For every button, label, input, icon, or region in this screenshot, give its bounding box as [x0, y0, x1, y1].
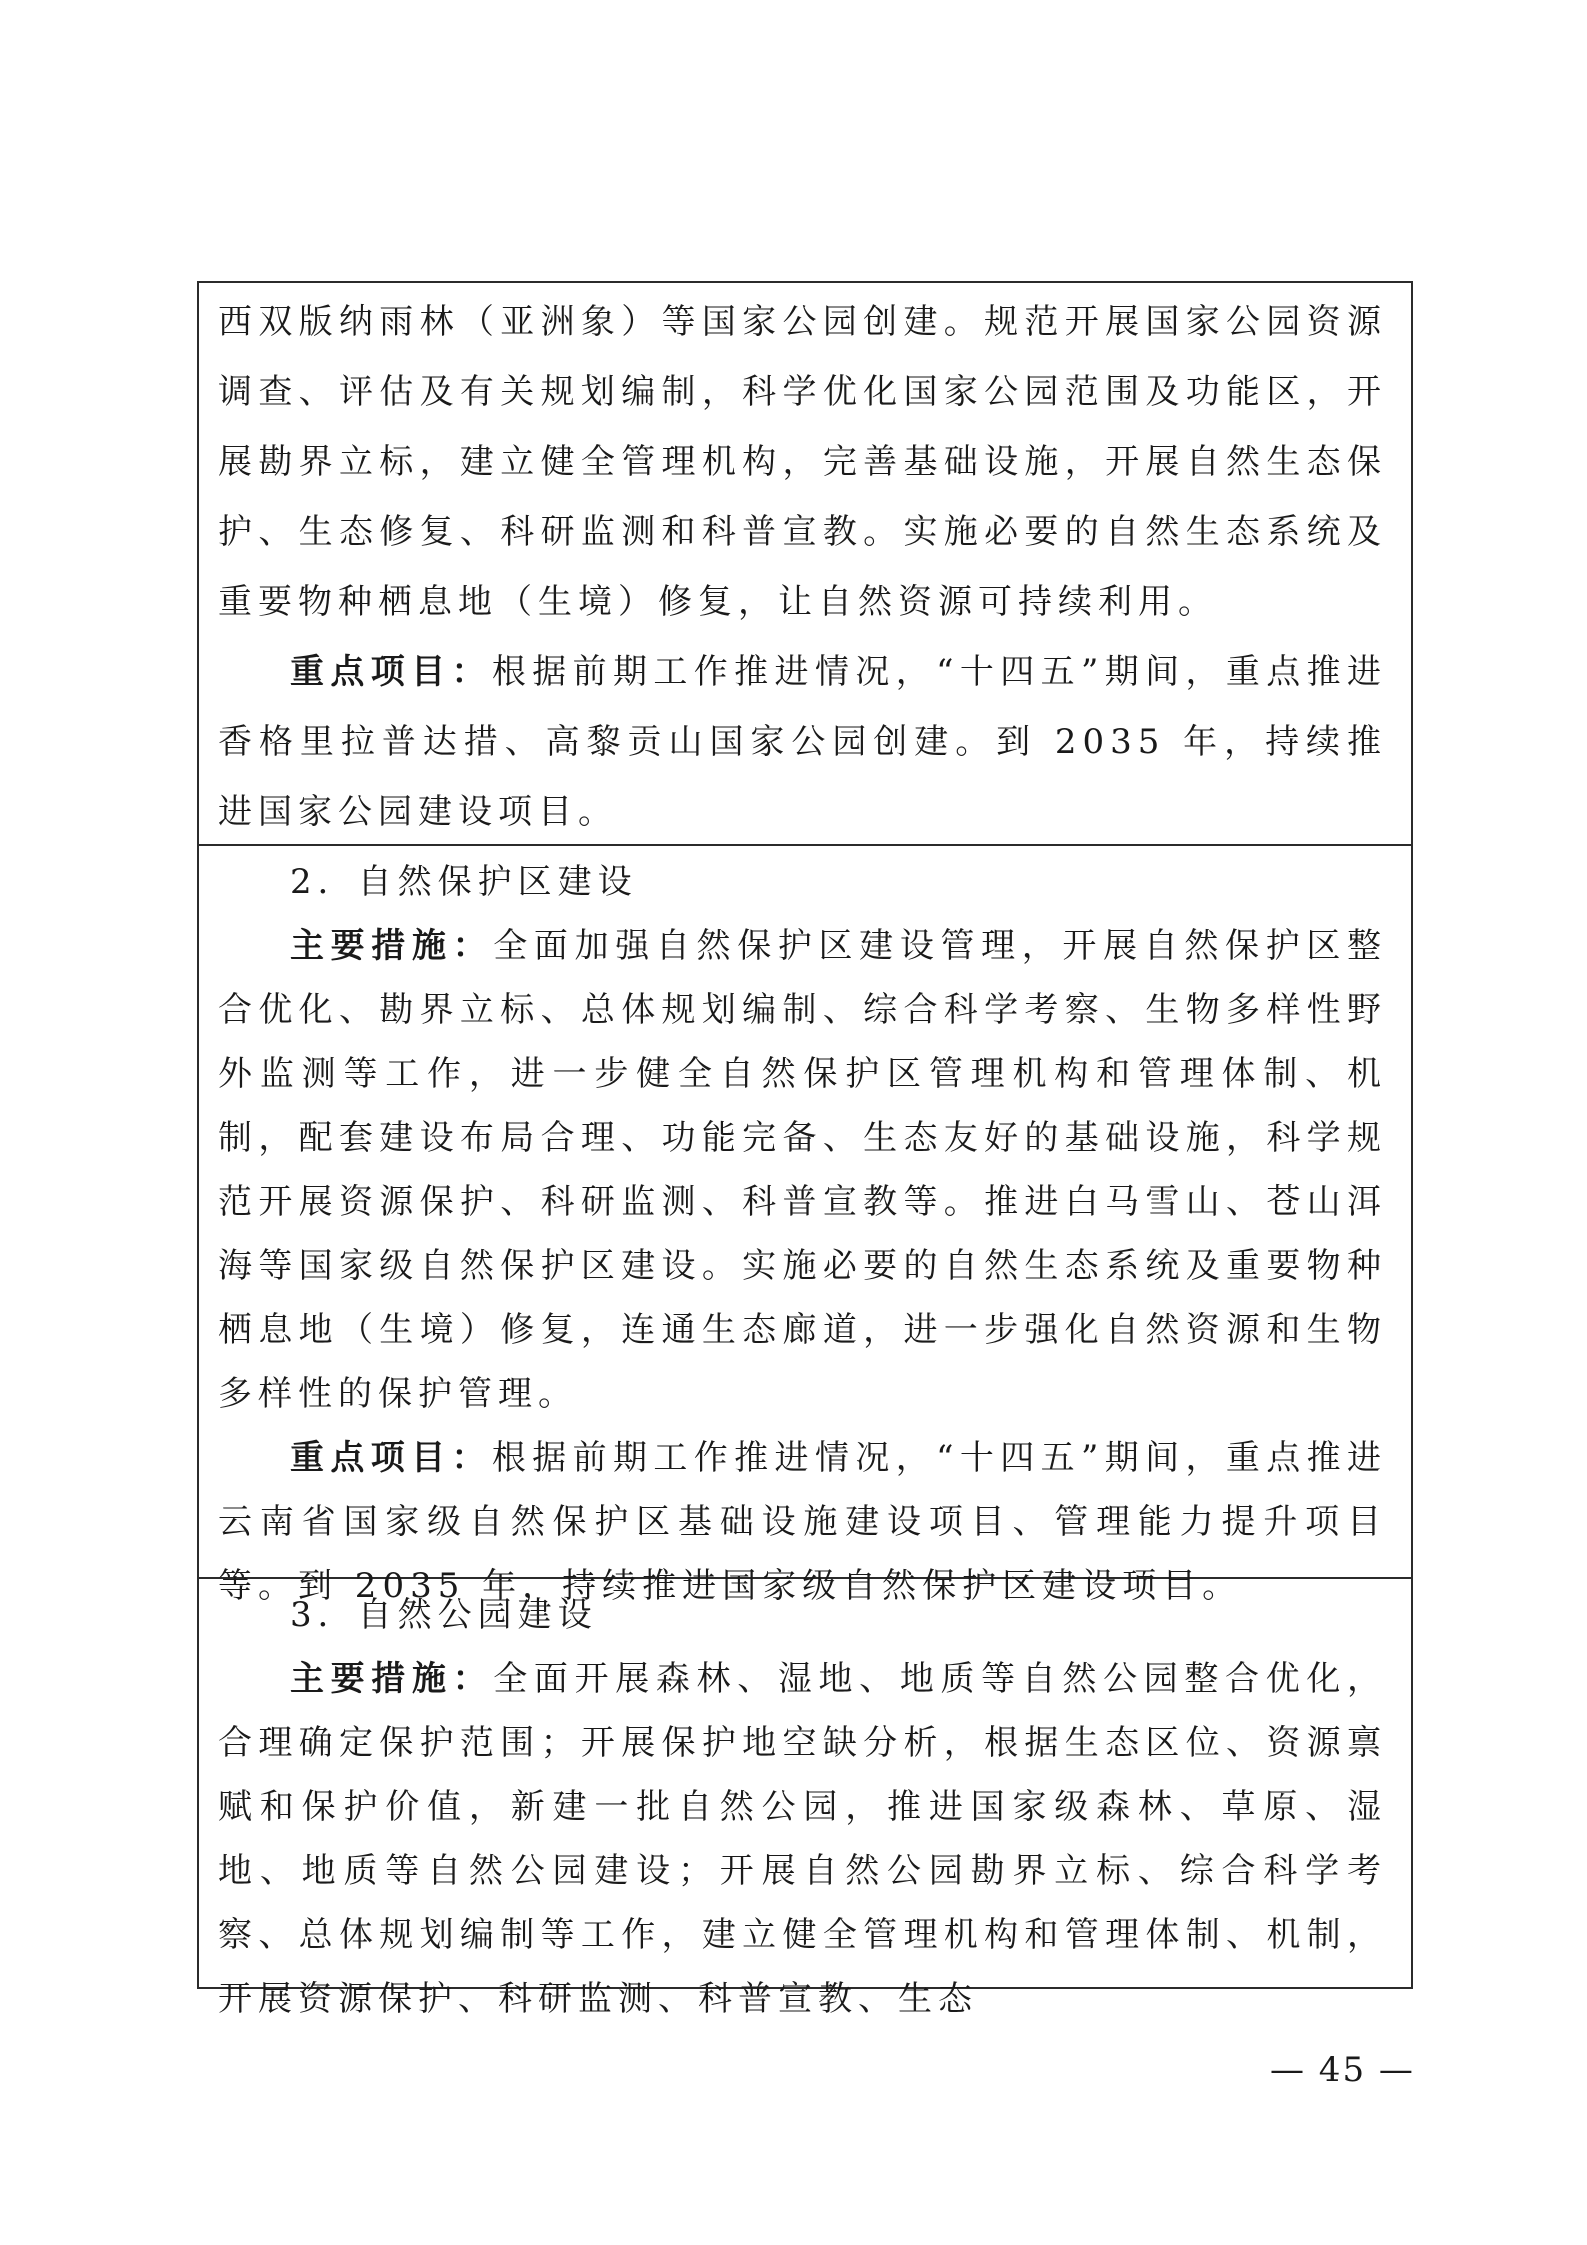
section-2-cell [199, 844, 1411, 1606]
section-1-paragraph-2 [218, 637, 1387, 847]
page-number: — 45 — [1270, 2050, 1415, 2090]
section-1-cell [199, 283, 1411, 844]
main-measures-label: 主要措施： [290, 1659, 494, 1699]
section-1-paragraph-1 [218, 287, 1387, 637]
section-2-heading: 2．自然保护区建设 [290, 862, 638, 902]
section-1-paragraph-2-text: 根据前期工作推进情况，“十四五”期间，重点推进香格里拉普达措、高黎贡山国家公园创建。到 2035 年，持续推进国家公园建设项目。 [218, 652, 1388, 832]
main-measures-label: 主要措施： [290, 926, 494, 966]
key-projects-label: 重点项目： [290, 652, 492, 692]
key-projects-label: 重点项目： [290, 1438, 492, 1478]
section-3-paragraph-1-text: 全面开展森林、湿地、地质等自然公园整合优化，合理确定保护范围；开展保护地空缺分析，根据生态区位、资源禀赋和保护价值，新建一批自然公园，推进国家级森林、草原、湿地、地质等自然公园建设；开展自然公园勘界立标、综合科学考察、总体规划编制等工作，建立健全管理机构和管理体制、机制，开展资源保护、科研监测、科普宣教、生态 [218, 1659, 1388, 2019]
section-2-paragraph-2-text: 根据前期工作推进情况，“十四五”期间，重点推进云南省国家级自然保护区基础设施建设项目、管理能力提升项目等。到 2035 年，持续推进国家级自然保护区建设项目。 [218, 1438, 1388, 1606]
section-3-heading: 3．自然公园建设 [290, 1595, 598, 1635]
content-table [197, 281, 1413, 2019]
section-2-paragraph-1 [218, 914, 1387, 1426]
section-3-paragraph-1 [218, 1647, 1387, 2031]
section-1-paragraph-1-text: 西双版纳雨林（亚洲象）等国家公园创建。规范开展国家公园资源调查、评估及有关规划编制，科学优化国家公园范围及功能区，开展勘界立标，建立健全管理机构，完善基础设施，开展自然生态保护、生态修复、科研监测和科普宣教。实施必要的自然生态系统及重要物种栖息地（生境）修复，让自然资源可持续利用。 [218, 302, 1387, 622]
section-3-cell [199, 1577, 1411, 2019]
section-2-paragraph-1-text: 全面加强自然保护区建设管理，开展自然保护区整合优化、勘界立标、总体规划编制、综合科学考察、生物多样性野外监测等工作，进一步健全自然保护区管理机构和管理体制、机制，配套建设布局合理、功能完备、生态友好的基础设施，科学规范开展资源保护、科研监测、科普宣教等。推进白马雪山、苍山洱海等国家级自然保护区建设。实施必要的自然生态系统及重要物种栖息地（生境）修复，连通生态廊道，进一步强化自然资源和生物多样性的保护管理。 [218, 926, 1388, 1414]
